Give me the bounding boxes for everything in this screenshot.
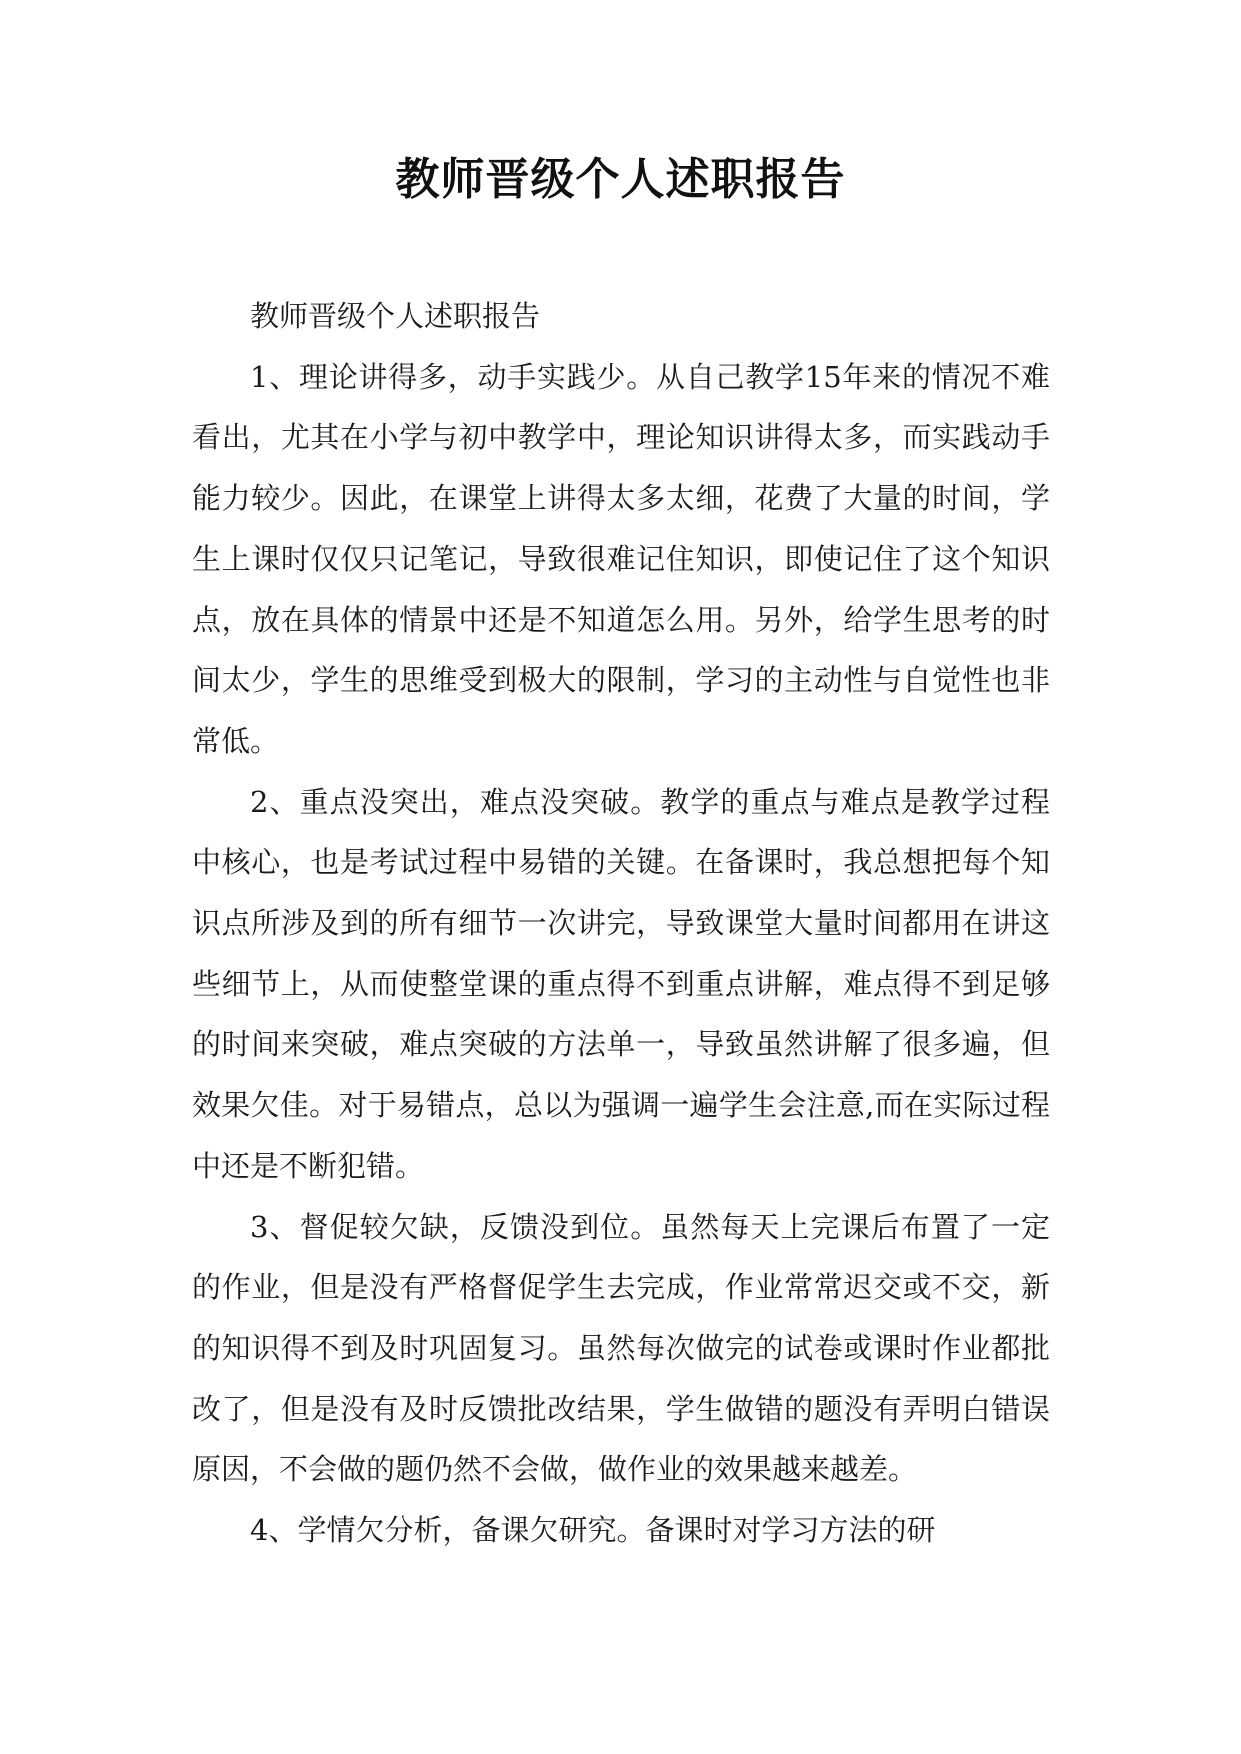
paragraph-1: 1、理论讲得多，动手实践少。从自己教学15年来的情况不难看出，尤其在小学与初中教学中，理论知识讲得太多，而实践动手能力较少。因此，在课堂上讲得太多太细，花费了大量的时间，学生上课时仅仅只记笔记，导致很难记住知识，即使记住了这个知识点，放在具体的情景中还是不知道怎么用。另外，给学生思考的时间太少，学生的思维受到极大的限制，学习的主动性与自觉性也非常低。 [192, 359, 1050, 758]
page-title: 教师晋级个人述职报告 [395, 154, 846, 205]
paragraph-3: 3、督促较欠缺，反馈没到位。虽然每天上完课后布置了一定的作业，但是没有严格督促学生去完成，作业常常迟交或不交，新的知识得不到及时巩固复习。虽然每次做完的试卷或课时作业都批改了，但是没有及时反馈批改结果，学生做错的题没有弄明白错误原因，不会做的题仍然不会做，做作业的效果越来越差。 [192, 1209, 1050, 1487]
paragraph-4: 4、学情欠分析，备课欠研究。备课时对学习方法的研 [250, 1513, 936, 1548]
paragraph-subtitle: 教师晋级个人述职报告 [250, 299, 541, 333]
paragraph-2: 2、重点没突出，难点没突破。教学的重点与难点是教学过程中核心，也是考试过程中易错的关键。在备课时，我总想把每个知识点所涉及到的所有细节一次讲完，导致课堂大量时间都用在讲这些细节上，从而使整堂课的重点得不到重点讲解，难点得不到足够的时间来突破，难点突破的方法单一，导致虽然讲解了很多遍，但效果欠佳。对于易错点，总以为强调一遍学生会注意,而在实际过程中还是不断犯错。 [192, 784, 1050, 1183]
document-body [192, 286, 1050, 1561]
